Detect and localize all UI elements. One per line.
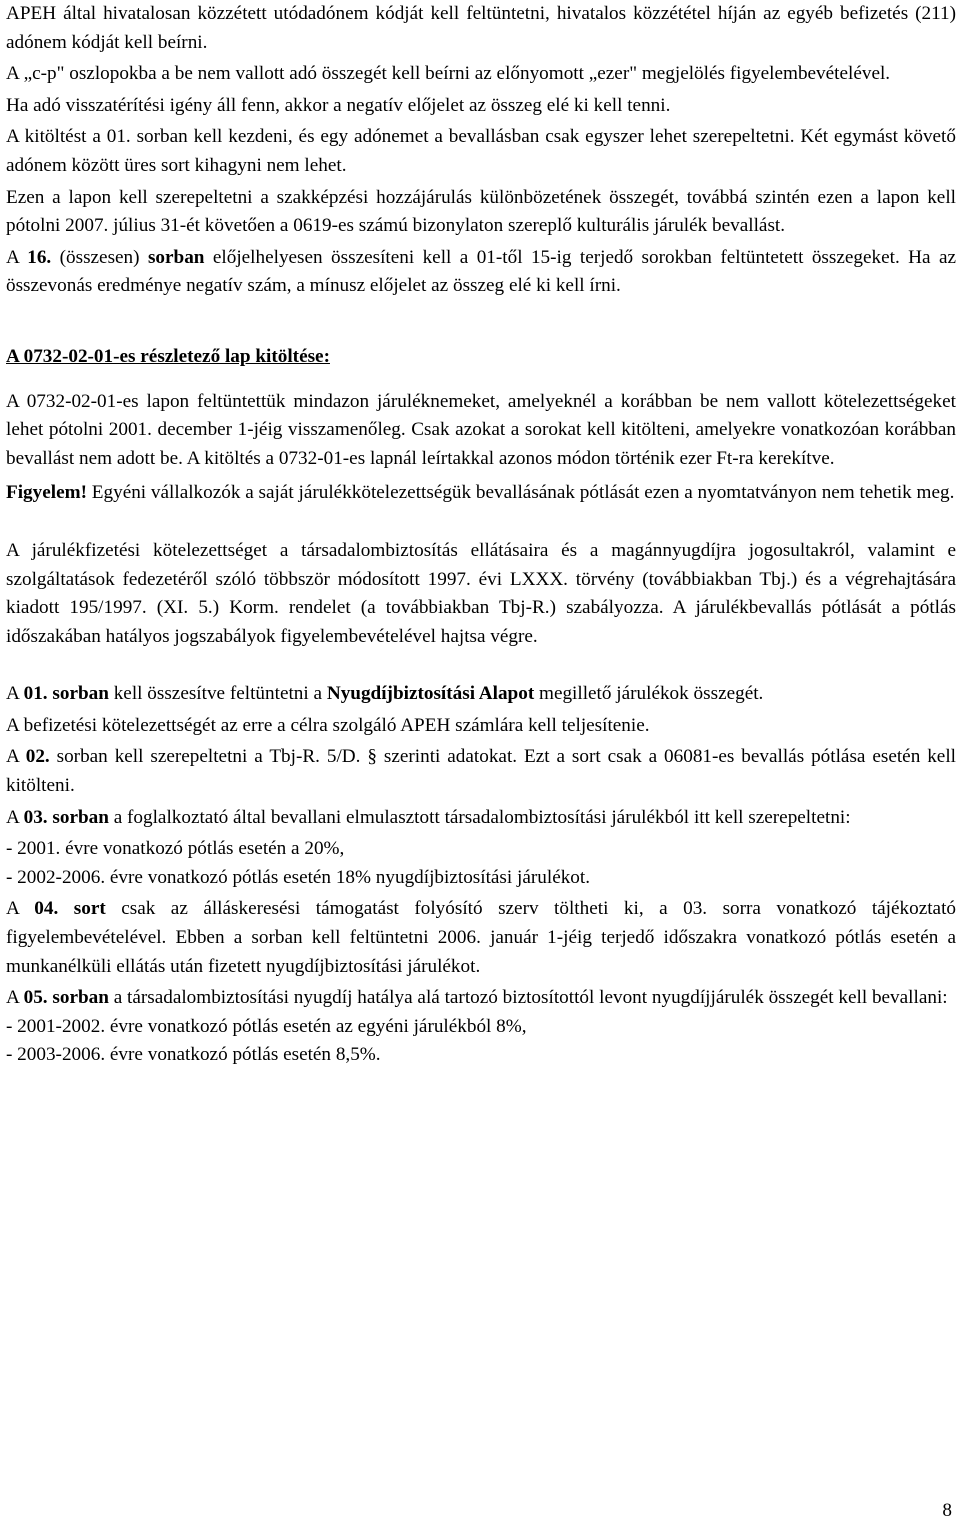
document-page xyxy=(6,0,956,1070)
row-05-item: - 2003-2006. évre vonatkozó pótlás esetén 8,5%. xyxy=(6,1044,381,1066)
page-number: 8 xyxy=(942,1500,952,1521)
intro-paragraph-3: Ha adó visszatérítési igény áll fenn, akkor a negatív előjelet az összeg elé ki kell tenni. xyxy=(6,94,671,116)
intro-paragraph-1: APEH által hivatalosan közzétett utódadónem kódját kell feltüntetni, hivatalos közzététel híján az egyéb befizetés (211) adónem kódját kell beírni. xyxy=(6,3,956,53)
row-03-paragraph: A 03. sorban a foglalkoztató által bevallani elmulasztott társadalombiztosítási járulékból itt kell szerepeltetni: xyxy=(6,806,851,828)
intro-paragraph-6: A 16. (összesen) sorban előjelhelyesen összesíteni kell a 01-től 15-ig terjedő sorokban feltüntetett összegeket. Ha az összevonás eredménye negatív szám, a mínusz előjelet az összeg elé ki kell írni. xyxy=(6,246,956,297)
figyelem-paragraph: Figyelem! Egyéni vállalkozók a saját járulékkötelezettségük bevallásának pótlását ezen a nyomtatványon nem tehetik meg. xyxy=(6,482,955,504)
intro-paragraph-2: A „c-p" oszlopokba a be nem vallott adó összegét kell beírni az előnyomott „ezer" megjelölés figyelembevételével. xyxy=(6,63,891,85)
row-05-item: - 2001-2002. évre vonatkozó pótlás esetén az egyéni járulékból 8%, xyxy=(6,1015,527,1037)
row-03-item: - 2002-2006. évre vonatkozó pótlás esetén 18% nyugdíjbiztosítási járulékot. xyxy=(6,866,591,888)
row-02-paragraph: A 02. sorban kell szerepeltetni a Tbj-R. 5/D. § szerinti adatokat. Ezt a sort csak a 06081-es bevallás pótlása esetén kell kitölteni. xyxy=(6,746,956,797)
figyelem-label: Figyelem! xyxy=(6,482,87,504)
intro-paragraph-4: A kitöltést a 01. sorban kell kezdeni, és egy adónemet a bevallásban csak egyszer lehet szerepeltetni. Két egymást követő adónem között üres sort kihagyni nem lehet. xyxy=(6,126,956,176)
row-01-note: A befizetési kötelezettségét az erre a célra szolgáló APEH számlára kell teljesítenie. xyxy=(6,714,650,736)
legal-basis-paragraph: A járulékfizetési kötelezettséget a társadalombiztosítás ellátásaira és a magánnyugdíjra jogosultakról, valamint e szolgáltatások fedezetéről szóló többször módosított 1997. évi LXXX. törvény (továbbiakban Tbj.) és a végrehajtására kiadott 195/1997. (XI. 5.) Korm. rendelet (a továbbiakban Tbj-R.) szabályozza. A járulékbevallás pótlását a pótlás időszakában hatályos jogszabályok figyelembevételével hajtsa végre. xyxy=(6,539,956,647)
row-04-paragraph: A 04. sort csak az álláskeresési támogatást folyósító szerv töltheti ki, a 03. sorra vonatkozó tájékoztató figyelembevételével. Ebben a sorban kell feltüntetni 2006. január 1-jéig terjedő időszakra vonatkozó pótlás esetén a munkanélküli ellátás után fizetett nyugdíjbiztosítási járulékot. xyxy=(6,898,956,977)
row-03-item: - 2001. évre vonatkozó pótlás esetén a 20%, xyxy=(6,838,345,860)
section-heading: A 0732-02-01-es részletező lap kitöltése: xyxy=(6,345,330,367)
row-05-paragraph: A 05. sorban a társadalombiztosítási nyugdíj hatálya alá tartozó biztosítottól levont nyugdíjjárulék összegét kell bevallani: xyxy=(6,987,948,1009)
intro-paragraph-5: Ezen a lapon kell szerepeltetni a szakképzési hozzájárulás különbözetének összegét, továbbá szintén ezen a lapon kell pótolni 2007. július 31-ét követően a 0619-es számú bizonylaton szereplő kulturális járulék bevallást. xyxy=(6,186,956,237)
row-01-paragraph: A 01. sorban kell összesítve feltüntetni a Nyugdíjbiztosítási Alapot megillető járulékok összegét. xyxy=(6,683,764,705)
section-paragraph-1: A 0732-02-01-es lapon feltüntettük mindazon járuléknemeket, amelyeknél a korábban be nem vallott kötelezettségeket lehet pótolni 2001. december 1-jéig visszamenőleg. Csak azokat a sorokat kell kitölteni, amelyekre vonatkozóan korábban bevallást nem adott be. A kitöltés a 0732-01-es lapnál leírtakkal azonos módon történik ezer Ft-ra kerekítve. xyxy=(6,390,956,469)
